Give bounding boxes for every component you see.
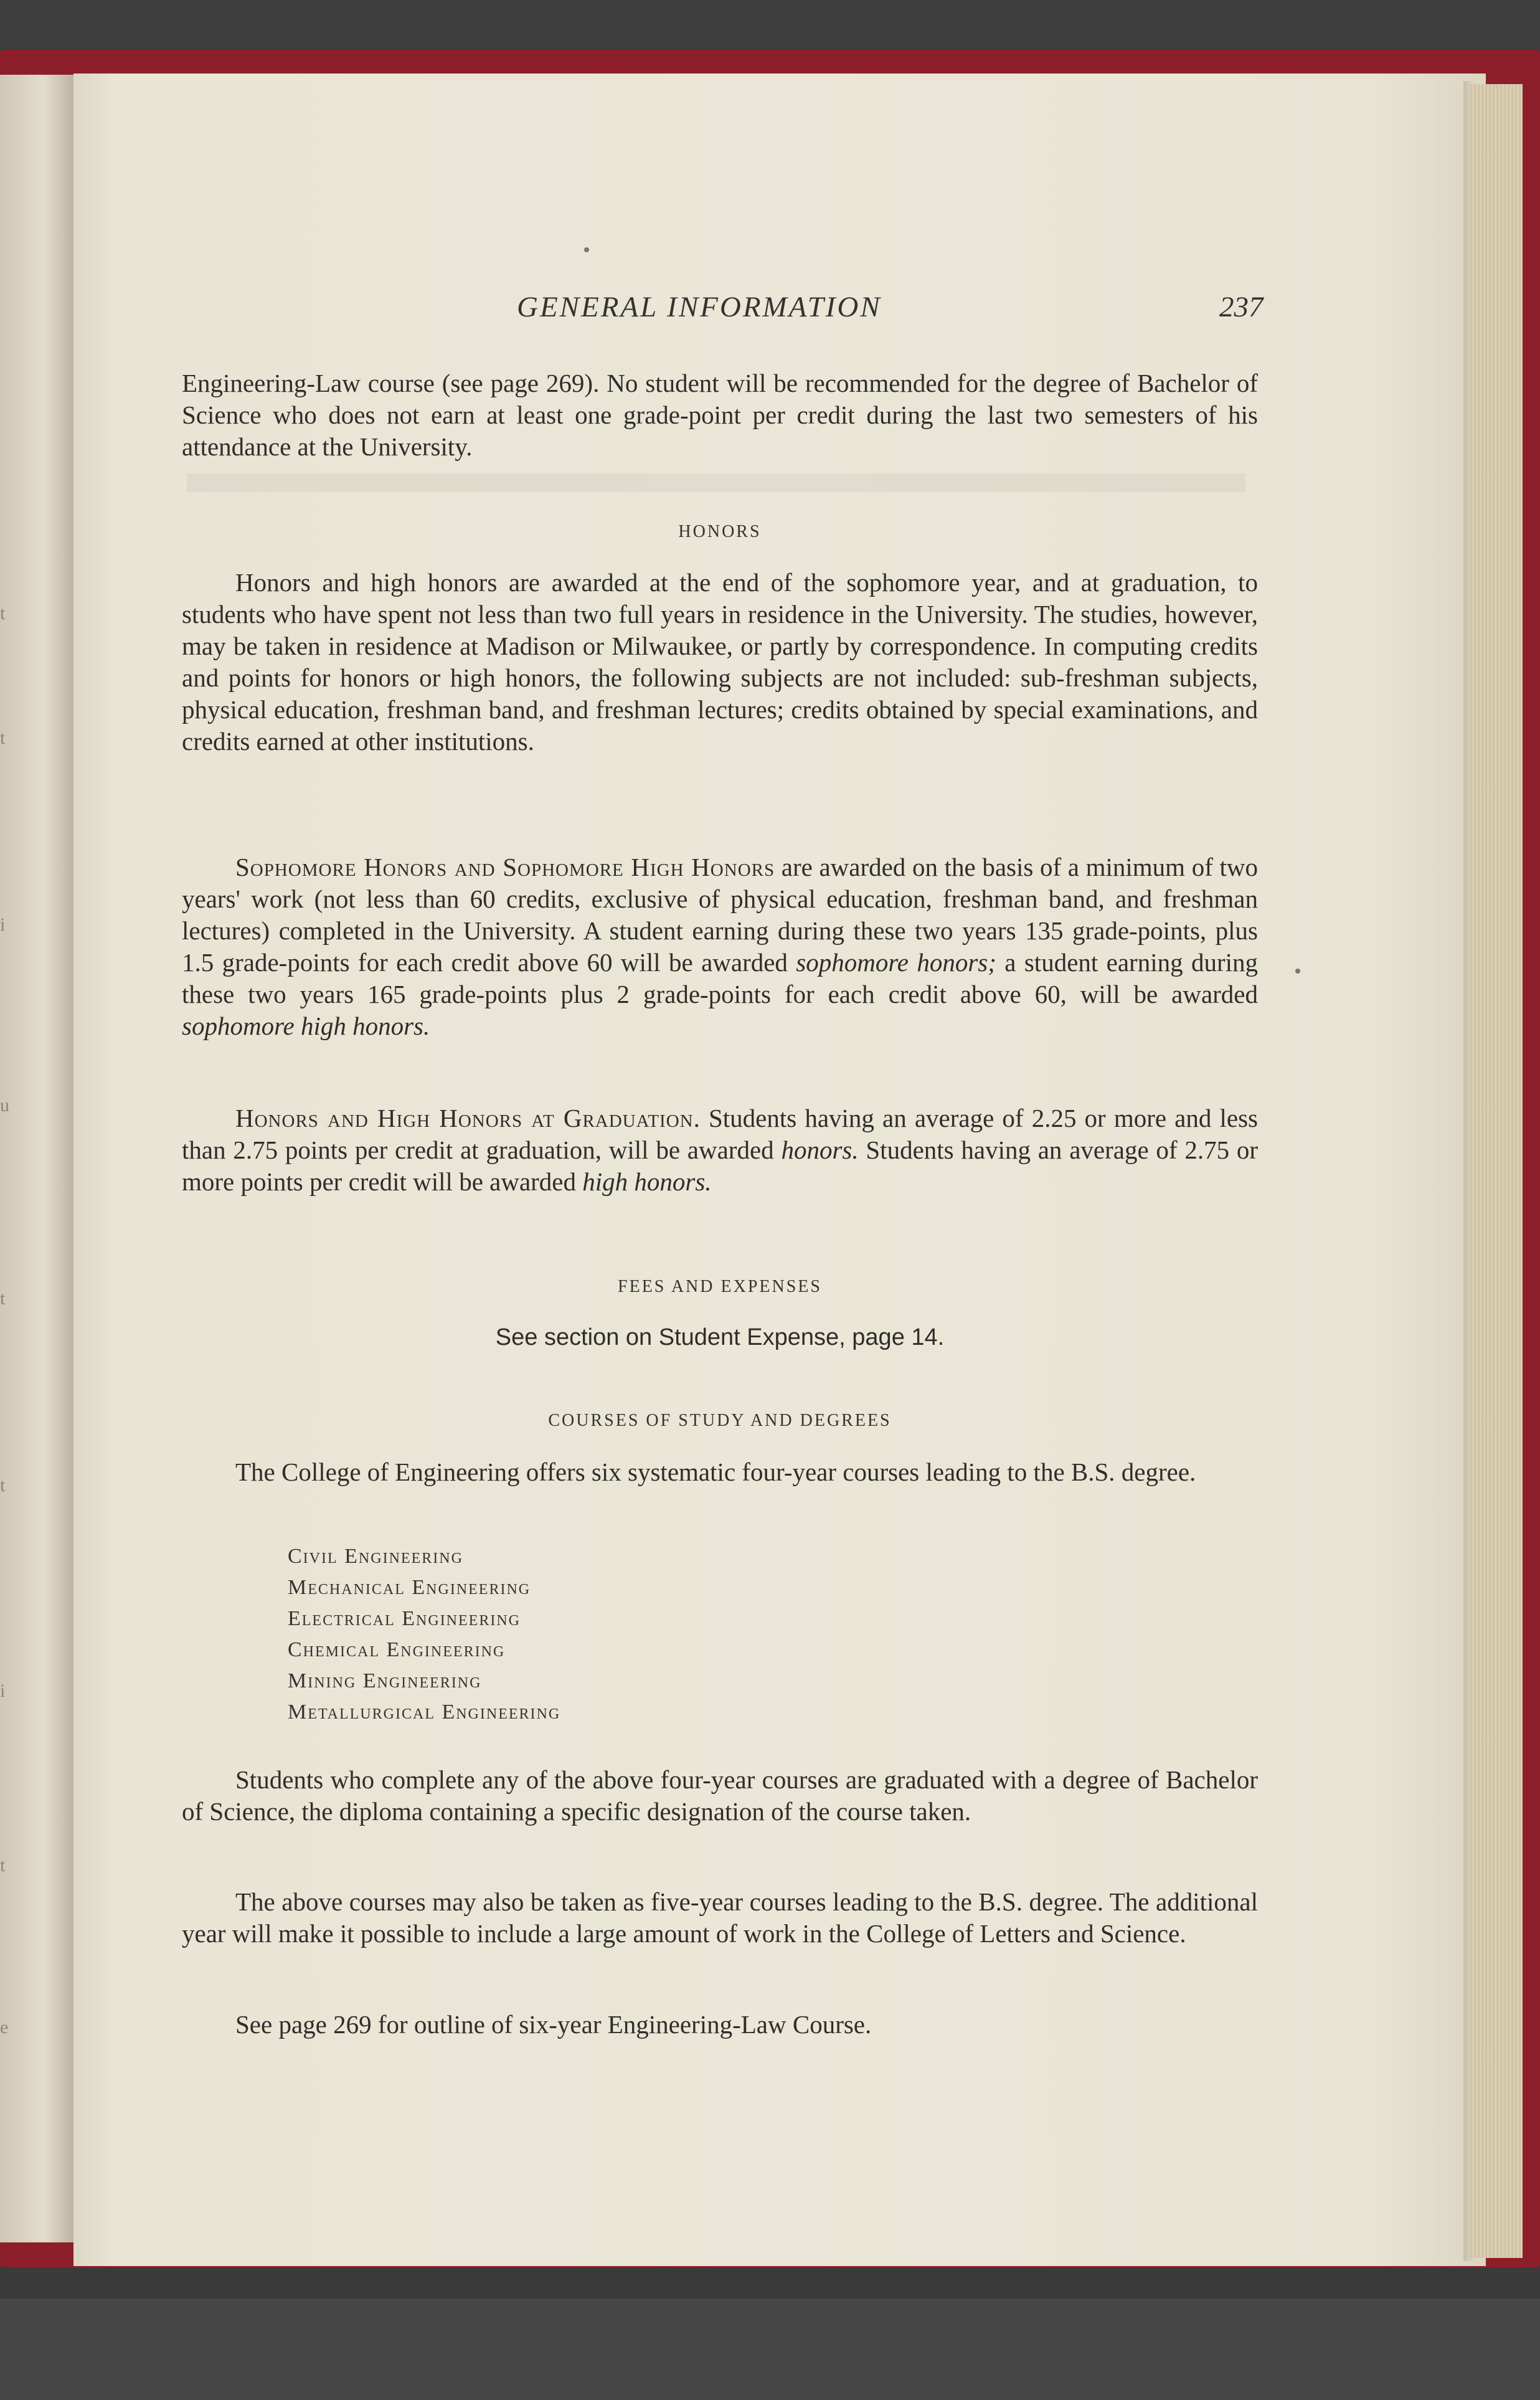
fees-text: See section on Student Expense, page 14.: [495, 1324, 945, 1350]
paragraph-3-text: [182, 851, 1258, 1042]
sophomore-high-honors-term: sophomore high honors.: [182, 1012, 430, 1040]
paragraph-6-text: Students who complete any of the above four-year courses are graduated with a degree of Bachelor of Science, the diploma containing a specific designation of the course taken.: [182, 1765, 1258, 1826]
courses-heading: COURSES OF STUDY AND DEGREES: [548, 1411, 892, 1430]
scan-background-bottom: [0, 2298, 1540, 2400]
paper-speck: [584, 247, 589, 252]
paragraph-5: [182, 1456, 1258, 1488]
sophomore-honors-lead: Sophomore Honors and Sophomore High Honors: [235, 853, 775, 881]
high-honors-term: high honors.: [582, 1167, 712, 1196]
paragraph-3: [182, 851, 1258, 1042]
paragraph-2-text: Honors and high honors are awarded at the end of the sophomore year, and at graduation, to students who have spent not less than two full years in residence in the University. The studies, however, may be taken in residence at Madison or Milwaukee, or partly by correspondence. In computing credits and points for honors or high honors, the following subjects are not included: sub-freshman subjects, physical education, freshman band, and freshman lectures; credits obtained by special examinations, and credits earned at other institutions.: [182, 568, 1258, 756]
paragraph-5-text: The College of Engineering offers six systematic four-year courses leading to the B.S. degree.: [235, 1458, 1196, 1486]
graduation-honors-lead: Honors and High Honors at Graduation.: [235, 1104, 701, 1132]
honors-term: honors.: [781, 1136, 859, 1164]
paragraph-4-text: [182, 1103, 1258, 1198]
course-list: [288, 1541, 560, 1728]
running-header: GENERAL INFORMATION: [517, 291, 882, 323]
show-through: [187, 473, 1245, 492]
paragraph-1: [182, 368, 1258, 463]
paragraph-4-part-b: Students having an average of 2.75 or more points per credit will be awarded: [182, 1136, 1259, 1196]
page-number: 237: [1219, 291, 1264, 323]
course-item: Mechanical Engineering: [288, 1576, 531, 1599]
course-item: Electrical Engineering: [288, 1607, 521, 1630]
course-item: Mining Engineering: [288, 1669, 482, 1692]
facing-page-edge: t t i u t t i t e: [0, 75, 73, 2242]
fees-heading: FEES AND EXPENSES: [618, 1277, 822, 1296]
course-item: Chemical Engineering: [288, 1638, 506, 1661]
paragraph-1-text: Engineering-Law course (see page 269). No student will be recommended for the degree of Bachelor of Science who does not earn at least one grade-point per credit during the last two semesters of his attendance at the University.: [182, 369, 1258, 461]
paragraph-7-text: The above courses may also be taken as five-year courses leading to the B.S. degree. The additional year will make it possible to include a large amount of work in the College of Letters and Science.: [182, 1887, 1258, 1948]
paper-speck: [1295, 969, 1300, 974]
paragraph-3-part-a: are awarded on the basis of a minimum of two years' work (not less than 60 credits, exclusive of physical education, freshman band, and freshman lectures) completed in the University. A student earning during these two years 135 grade-points, plus 1.5 grade-points for each credit above 60 will be awarded: [182, 853, 1259, 977]
paragraph-6: [182, 1764, 1258, 1828]
paragraph-8: [182, 2009, 1258, 2041]
paragraph-4-part-a: Students having an average of 2.25 or more and less than 2.75 points per credit at graduation, will be awarded: [182, 1104, 1259, 1164]
page-stack-edge: [1470, 84, 1523, 2258]
paragraph-3-part-b: a student earning during these two years 165 grade-points plus 2 grade-points for each credit above 60, will be awarded: [182, 948, 1258, 1008]
course-item: Civil Engineering: [288, 1545, 463, 1568]
paragraph-2: [182, 567, 1258, 757]
paragraph-4: [182, 1103, 1258, 1198]
course-item: Metallurgical Engineering: [288, 1700, 561, 1724]
paragraph-8-text: See page 269 for outline of six-year Engineering-Law Course.: [235, 2010, 872, 2039]
honors-heading: HONORS: [678, 522, 762, 541]
paragraph-7: [182, 1886, 1258, 1950]
sophomore-honors-term: sophomore honors;: [796, 948, 996, 977]
